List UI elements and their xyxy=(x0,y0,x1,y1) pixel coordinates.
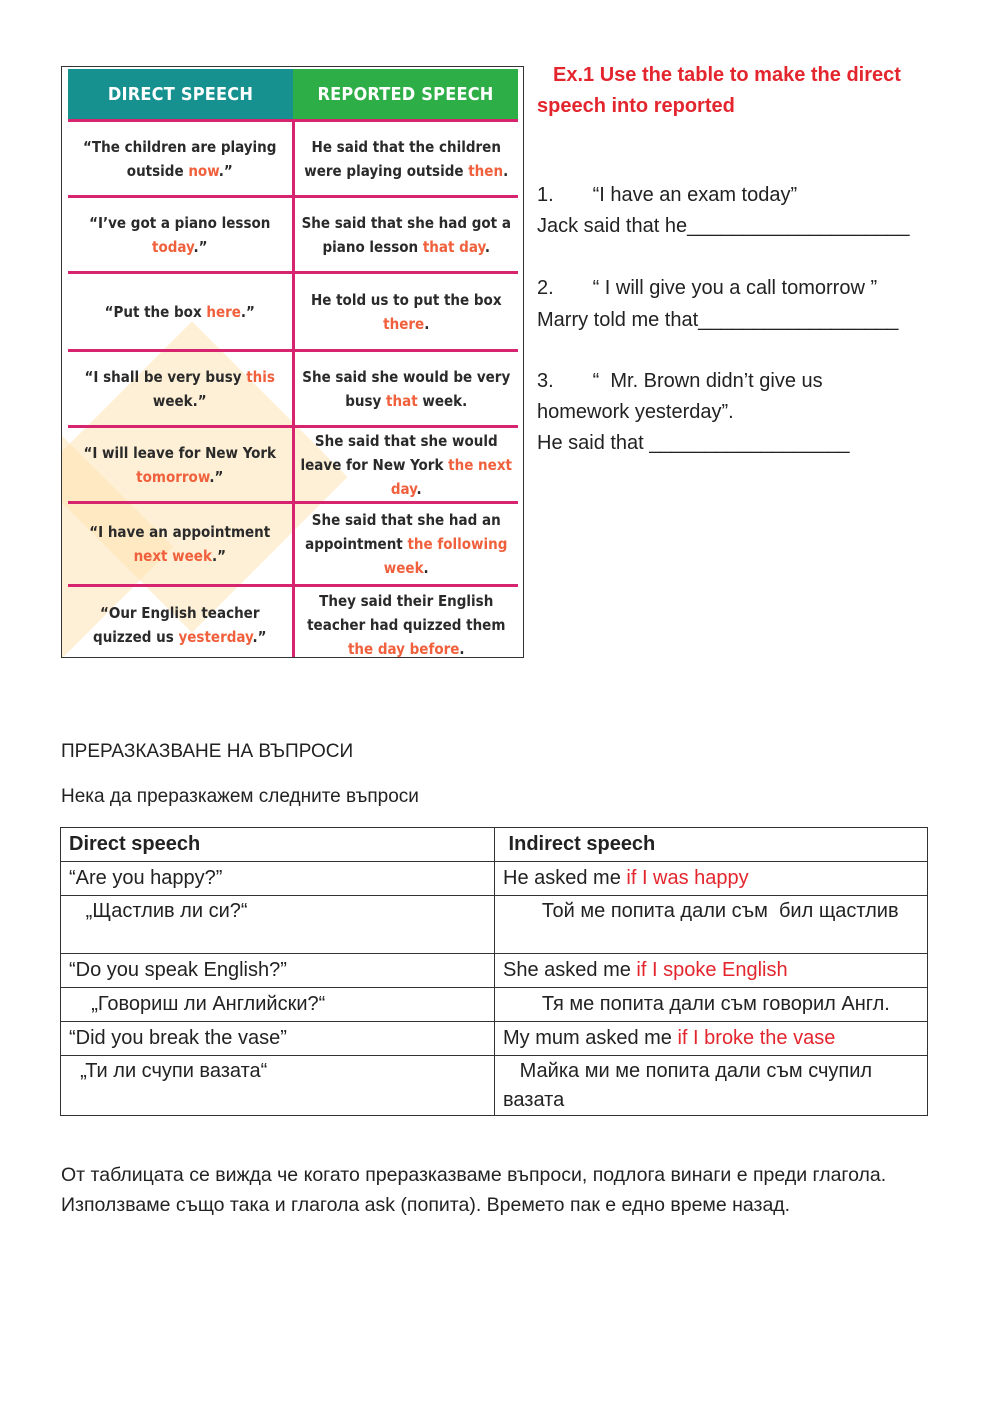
table-row xyxy=(68,425,518,501)
exercise-item-3: 3. “ Mr. Brown didn’t give us xyxy=(537,370,823,392)
table-row xyxy=(68,195,518,271)
reported-cell: She said that she would leave for New York the next day. xyxy=(292,428,519,501)
table-row xyxy=(61,896,928,954)
direct-question: “Are you happy?” xyxy=(61,862,495,896)
exercise-item-3-cont: homework yesterday”. xyxy=(537,401,734,423)
direct-question: „Говориш ли Английски?“ xyxy=(61,988,495,1022)
direct-cell: “I shall be very busy this week.” xyxy=(84,367,275,410)
direct-cell: “The children are playing outside now.” xyxy=(83,137,277,180)
exercise-item-1: 1. “I have an exam today” xyxy=(537,184,798,206)
table-row xyxy=(68,119,518,195)
table-row xyxy=(61,862,928,896)
table-row xyxy=(68,584,518,658)
indirect-question: Майка ми ме попита дали съм счупил вазата xyxy=(495,1056,928,1116)
table-row xyxy=(61,954,928,988)
indirect-question: My mum asked me if I broke the vase xyxy=(495,1022,928,1056)
reported-cell: She said she would be very busy that week. xyxy=(292,352,519,425)
exercise-answer-3: He said that __________________ xyxy=(537,432,850,454)
direct-cell: “Our English teacher quizzed us yesterday.” xyxy=(93,604,267,646)
table-row xyxy=(68,501,518,584)
direct-question: „Щастлив ли си?“ xyxy=(61,896,495,954)
direct-question: “Did you break the vase” xyxy=(61,1022,495,1056)
indirect-question: Той ме попита дали съм бил щастлив xyxy=(495,896,928,954)
speech-table-rows xyxy=(68,119,518,658)
indirect-question: She asked me if I spoke English xyxy=(495,954,928,988)
exercise-title: Ex.1 Use the table to make the direct speech into reported xyxy=(537,64,901,117)
reported-cell: She said that she had an appointment the following week. xyxy=(292,504,519,584)
direct-speech-col-header: Direct speech xyxy=(61,828,495,862)
summary-paragraph: От таблицата се вижда че когато преразказваме въпроси, подлога винаги е преди глагола. Използваме също така и глагола ask (попита). Времето пак е едно време назад. xyxy=(61,1164,887,1216)
reported-cell: He said that the children were playing outside then. xyxy=(292,122,519,195)
reported-cell: She said that she had got a piano lesson that day. xyxy=(292,198,519,271)
section-intro: Нека да преразкажем следните въпроси xyxy=(61,786,419,807)
indirect-speech-col-header: Indirect speech xyxy=(495,828,928,862)
direct-speech-header: DIRECT SPEECH xyxy=(68,69,293,119)
direct-cell: “I have an appointment next week.” xyxy=(89,523,271,565)
speech-table-header xyxy=(68,69,518,119)
direct-question: “Do you speak English?” xyxy=(61,954,495,988)
exercise-item-2: 2. “ I will give you a call tomorrow ” xyxy=(537,277,878,299)
section-heading: ПРЕРАЗКАЗВАНЕ НА ВЪПРОСИ xyxy=(61,741,354,762)
indirect-question: Тя ме попита дали съм говорил Англ. xyxy=(495,988,928,1022)
exercise-answer-2: Marry told me that__________________ xyxy=(537,309,899,331)
table-header-row xyxy=(61,828,928,862)
indirect-question: He asked me if I was happy xyxy=(495,862,928,896)
direct-question: „Ти ли счупи вазата“ xyxy=(61,1056,495,1116)
table-row xyxy=(61,988,928,1022)
direct-cell: “Put the box here.” xyxy=(104,302,255,321)
table-row xyxy=(61,1022,928,1056)
questions-table xyxy=(60,827,928,1116)
reported-cell: They said their English teacher had quizzed them the day before. xyxy=(292,587,519,658)
exercise-answer-1: Jack said that he____________________ xyxy=(537,215,910,237)
speech-table-image xyxy=(61,66,524,658)
direct-cell: “I’ve got a piano lesson today.” xyxy=(89,213,271,256)
table-row xyxy=(68,271,518,349)
table-row xyxy=(68,349,518,425)
direct-cell: “I will leave for New York tomorrow.” xyxy=(83,443,277,486)
reported-cell: He told us to put the box there. xyxy=(292,274,519,349)
reported-speech-header: REPORTED SPEECH xyxy=(293,69,518,119)
table-row xyxy=(61,1056,928,1116)
